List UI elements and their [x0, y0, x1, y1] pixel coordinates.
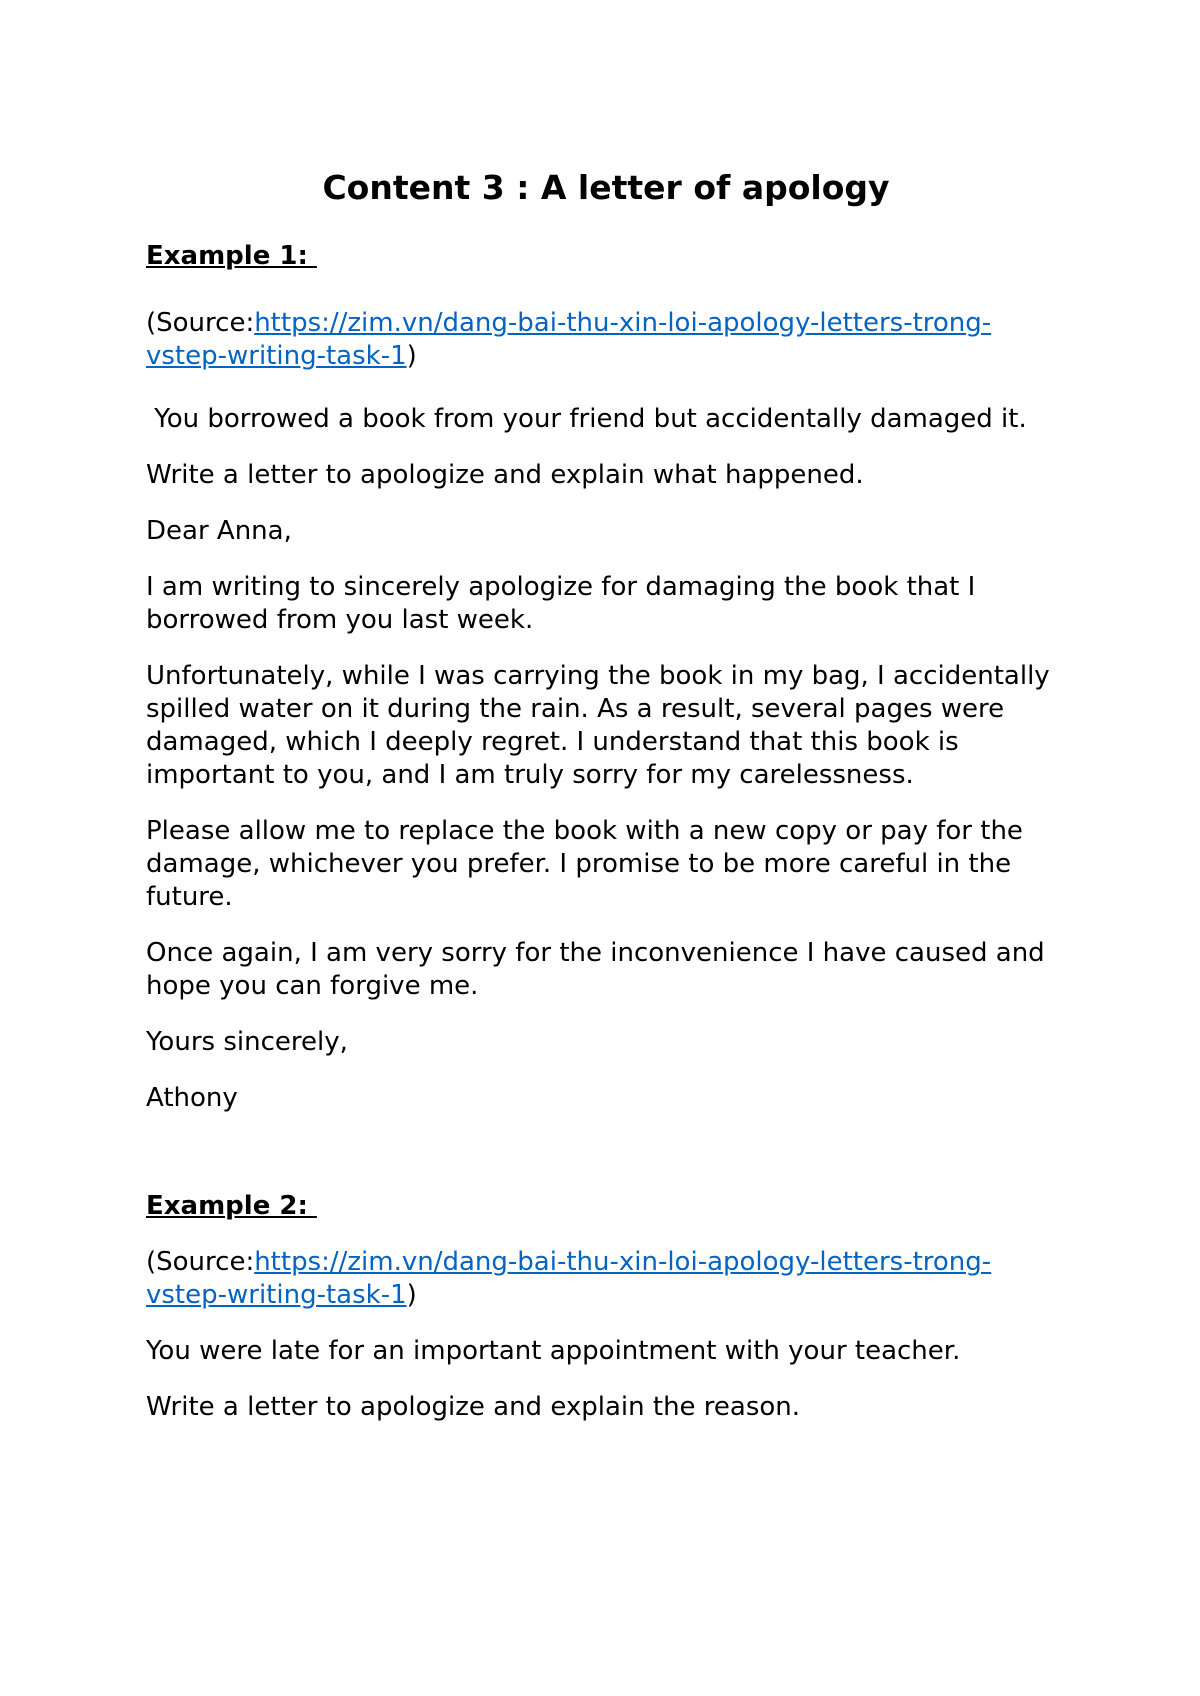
- source-link[interactable]: https://zim.vn/dang-bai-thu-xin-loi-apology-letters-trong-vstep-writing-task-1: [146, 308, 992, 371]
- letter-closing: Yours sincerely,: [146, 1027, 348, 1057]
- letter-signature: Athony: [146, 1083, 238, 1113]
- example-1-task: Write a letter to apologize and explain what happened.: [146, 460, 864, 490]
- example-1-prompt: You borrowed a book from your friend but accidentally damaged it.: [146, 404, 1027, 434]
- document-body: [146, 168, 1066, 1447]
- example-2-heading: Example 2:: [146, 1191, 317, 1221]
- example-1-heading: Example 1:: [146, 241, 317, 271]
- source-link[interactable]: https://zim.vn/dang-bai-thu-xin-loi-apology-letters-trong-vstep-writing-task-1: [146, 1247, 992, 1310]
- example-1-source: [146, 307, 1066, 373]
- example-2-source: [146, 1246, 1066, 1312]
- document-title: Content 3 : A letter of apology: [322, 168, 890, 207]
- letter-paragraph: Once again, I am very sorry for the inconvenience I have caused and hope you can forgive me.: [146, 938, 1045, 1001]
- source-prefix: (Source:: [146, 1247, 255, 1277]
- letter-salutation: Dear Anna,: [146, 516, 292, 546]
- letter-paragraph: Please allow me to replace the book with a new copy or pay for the damage, whichever you prefer. I promise to be more careful in the future.: [146, 816, 1023, 912]
- source-suffix: ): [406, 1280, 417, 1310]
- source-suffix: ): [406, 341, 417, 371]
- example-2-prompt: You were late for an important appointment with your teacher.: [146, 1336, 961, 1366]
- letter-paragraph: I am writing to sincerely apologize for damaging the book that I borrowed from you last week.: [146, 572, 976, 635]
- example-2-task: Write a letter to apologize and explain the reason.: [146, 1392, 801, 1422]
- letter-paragraph: Unfortunately, while I was carrying the book in my bag, I accidentally spilled water on it during the rain. As a result, several pages were damaged, which I deeply regret. I understand that this book is important to you, and I am truly sorry for my carelessness.: [146, 661, 1050, 790]
- source-prefix: (Source:: [146, 308, 255, 338]
